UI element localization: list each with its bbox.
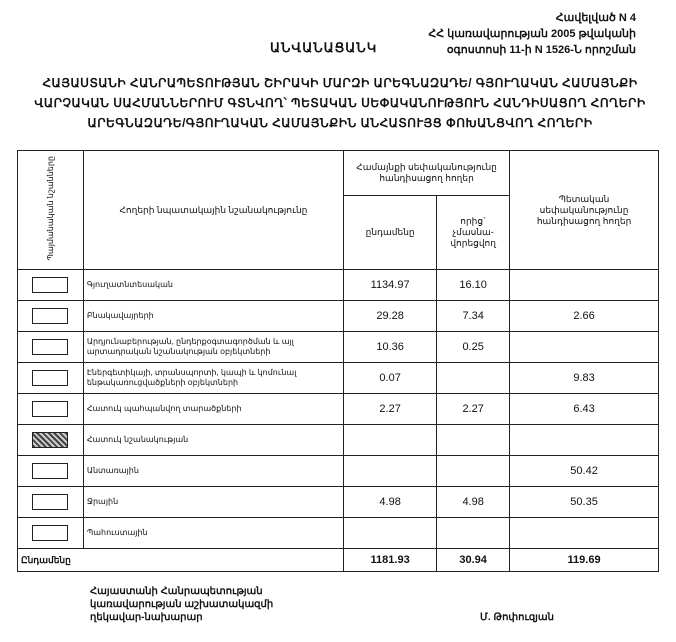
signature-title — [90, 585, 273, 624]
including-cell — [437, 456, 510, 487]
including-cell — [437, 425, 510, 456]
total-cell — [344, 518, 437, 549]
purpose-cell: Անտառային — [83, 456, 343, 487]
including-cell: 4.98 — [437, 487, 510, 518]
state-cell: 50.35 — [510, 487, 659, 518]
purpose-cell: Հատուկ պահպանվող տարածքների — [83, 394, 343, 425]
state-cell — [510, 270, 659, 301]
state-header: Պետական սեփականությունը հանդիսացող հողեր — [510, 151, 659, 270]
including-cell: 16.10 — [437, 270, 510, 301]
total-cell: 29.28 — [344, 301, 437, 332]
total-label: Ընդամենը — [18, 549, 344, 572]
including-header: որից` չմասնա-վորեցվող — [437, 196, 510, 270]
including-cell — [437, 518, 510, 549]
table-row — [18, 394, 659, 425]
total-total-cell: 1181.93 — [344, 549, 437, 572]
total-cell: 0.07 — [344, 363, 437, 394]
appendix-block — [428, 10, 636, 58]
table-row — [18, 270, 659, 301]
appendix-line-2: ՀՀ կառավարության 2005 թվականի — [428, 28, 636, 40]
community-header: Համայնքի սեփականությունը հանդիսացող հողեր — [344, 151, 510, 196]
including-cell: 7.34 — [437, 301, 510, 332]
total-cell — [344, 456, 437, 487]
table-row — [18, 425, 659, 456]
heading-line-2: ՎԱՐՉԱԿԱՆ ՍԱՀՄԱՆՆԵՐՈՒՄ ԳՏՆՎՈՂ՝ ՊԵՏԱԿԱՆ ՍԵՓԱԿԱՆՈՒԹՅՈՒՆ ՀԱՆԴԻՍԱՑՈՂ ՀՈՂԵՐԻ — [34, 96, 646, 110]
legend-swatch — [32, 308, 68, 324]
legend-header — [18, 151, 84, 270]
legend-swatch — [32, 401, 68, 417]
header-row-1 — [18, 151, 659, 196]
legend-swatch — [32, 370, 68, 386]
signature-line-3: ղեկավար-նախարար — [90, 612, 203, 623]
signature-line-2: կառավարության աշխատակազմի — [90, 599, 274, 610]
state-cell: 9.83 — [510, 363, 659, 394]
total-cell: 1134.97 — [344, 270, 437, 301]
appendix-line-3: օգոստոսի 11-ի N 1526-Ն որոշման — [446, 44, 636, 56]
heading-line-1: ՀԱՅԱՍՏԱՆԻ ՀԱՆՐԱՊԵՏՈՒԹՅԱՆ ՇԻՐԱԿԻ ՄԱՐԶԻ ԱՐԵԳՆԱԶԱԴԵ/ ԳՅՈՒՂԱԿԱՆ ՀԱՄԱՅՆՔԻ — [42, 76, 638, 90]
state-cell — [510, 425, 659, 456]
purpose-cell: Արդյունաբերության, ընդերքօգտագործման և այլ արտադրական նշանակության օբյեկտների — [83, 332, 343, 363]
document-title: ԱՆՎԱՆԱՑԱՆԿ — [270, 40, 378, 55]
table-row — [18, 301, 659, 332]
table-row — [18, 363, 659, 394]
total-including-cell: 30.94 — [437, 549, 510, 572]
purpose-cell: Էներգետիկայի, տրանսպորտի, կապի և կոմունալ ենթակառուցվածքների օբյեկտների — [83, 363, 343, 394]
state-cell: 2.66 — [510, 301, 659, 332]
legend-swatch — [32, 463, 68, 479]
state-cell: 50.42 — [510, 456, 659, 487]
signature-line-1: Հայաստանի Հանրապետության — [90, 586, 263, 597]
purpose-cell: Ջրային — [83, 487, 343, 518]
legend-swatch — [32, 525, 68, 541]
purpose-cell: Գյուղատնտեսական — [83, 270, 343, 301]
total-cell: 4.98 — [344, 487, 437, 518]
total-state-cell: 119.69 — [510, 549, 659, 572]
table-row — [18, 456, 659, 487]
purpose-cell: Հատուկ նշանակության — [83, 425, 343, 456]
state-cell: 6.43 — [510, 394, 659, 425]
state-cell — [510, 518, 659, 549]
legend-header-label: Պայմանական նշանները — [45, 156, 55, 261]
land-table — [17, 150, 659, 572]
total-header: ընդամենը — [344, 196, 437, 270]
total-cell: 10.36 — [344, 332, 437, 363]
heading-line-3: ԱՐԵԳՆԱԶԱԴԵ/ԳՅՈՒՂԱԿԱՆ ՀԱՄԱՅՆՔԻՆ ԱՆՀԱՏՈՒՅՑ ՓՈԽԱՆՑՎՈՂ ՀՈՂԵՐԻ — [87, 116, 593, 130]
table-row — [18, 518, 659, 549]
legend-swatch — [32, 277, 68, 293]
purpose-cell: Բնակավայրերի — [83, 301, 343, 332]
signatory-name: Մ. Թոփուզյան — [480, 612, 554, 623]
legend-swatch-hatched — [32, 432, 68, 448]
including-cell: 0.25 — [437, 332, 510, 363]
legend-swatch — [32, 339, 68, 355]
table-row — [18, 487, 659, 518]
including-cell — [437, 363, 510, 394]
appendix-line-1: Հավելված N 4 — [555, 12, 636, 24]
state-cell — [510, 332, 659, 363]
purpose-cell: Պահուստային — [83, 518, 343, 549]
purpose-header: Հողերի նպատակային նշանակությունը — [83, 151, 343, 270]
table-row — [18, 332, 659, 363]
total-cell — [344, 425, 437, 456]
total-row — [18, 549, 659, 572]
legend-swatch — [32, 494, 68, 510]
including-cell: 2.27 — [437, 394, 510, 425]
total-cell: 2.27 — [344, 394, 437, 425]
